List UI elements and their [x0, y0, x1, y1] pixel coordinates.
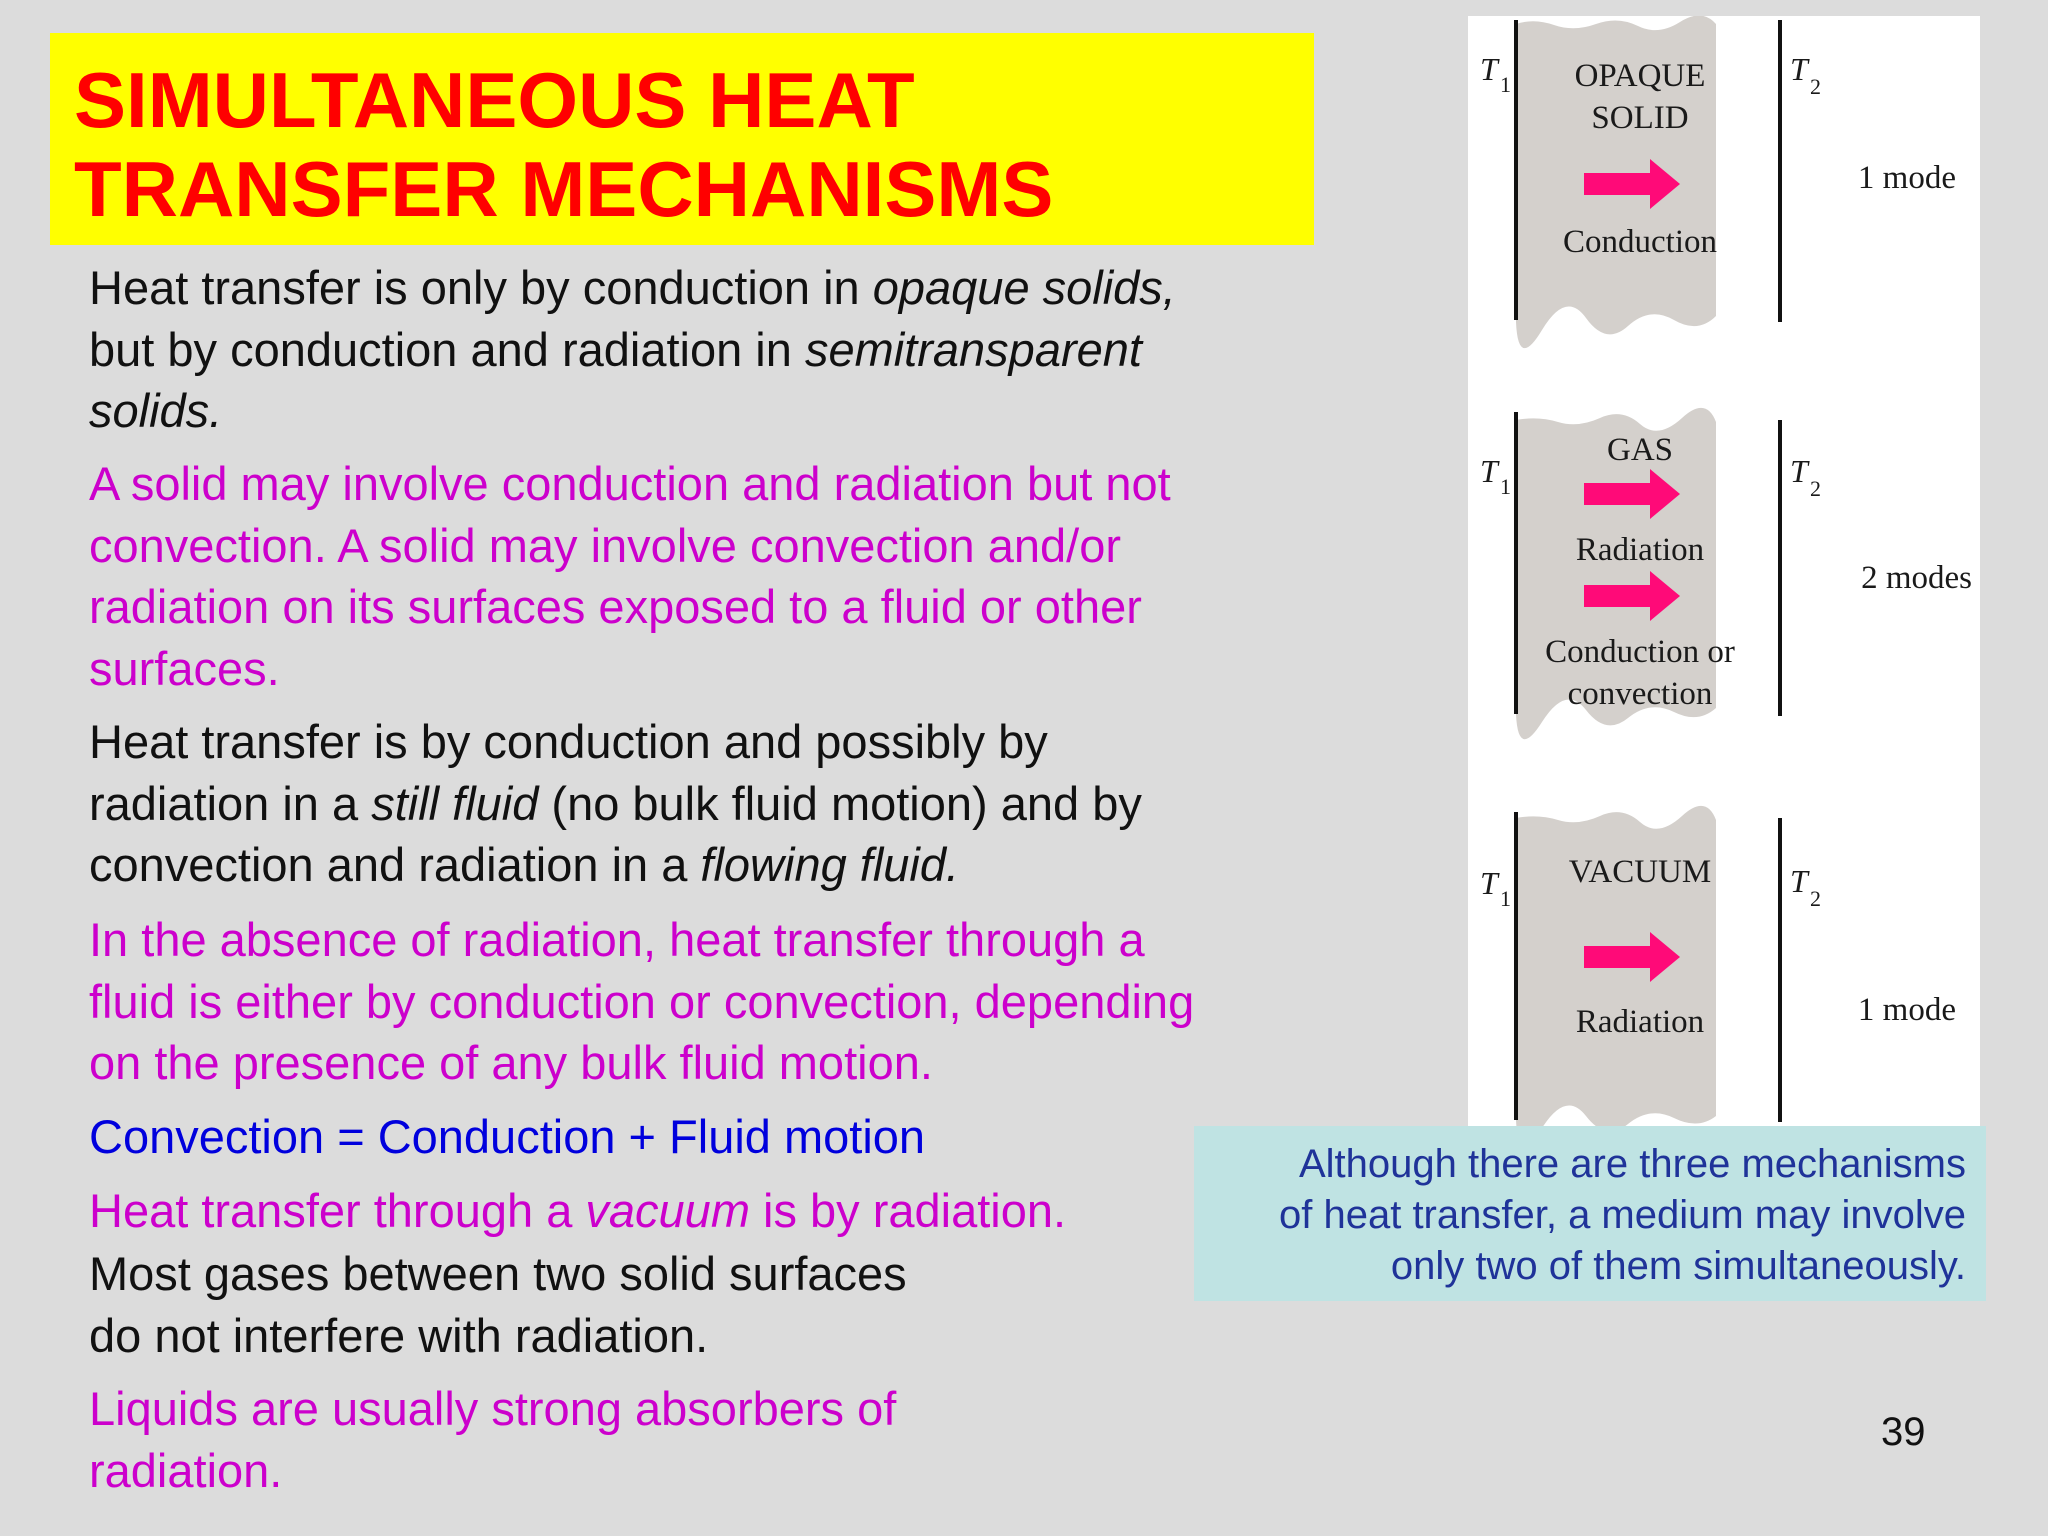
mechanism-label: convection — [1567, 676, 1713, 712]
t1-label: T — [1480, 51, 1498, 87]
t2-subscript: 2 — [1810, 476, 1821, 501]
paragraph-line: Heat transfer is only by conduction in opaque solids, — [89, 261, 1176, 314]
paragraph-line: do not interfere with radiation. — [89, 1308, 709, 1362]
t1-subscript: 1 — [1500, 72, 1511, 97]
t1-subscript: 1 — [1500, 886, 1511, 911]
paragraph-line: radiation on its surfaces exposed to a fluid or other — [89, 580, 1142, 633]
panel-vacuum — [1480, 806, 1956, 1126]
paragraph-line: Heat transfer is by conduction and possibly by — [89, 715, 1048, 768]
modes-count: 1 mode — [1857, 160, 1956, 196]
caption-line: Although there are three mechanisms — [1298, 1142, 1966, 1186]
paragraph-line: In the absence of radiation, heat transfer through a — [89, 913, 1145, 966]
paragraph-line: on the presence of any bulk fluid motion. — [89, 1036, 933, 1089]
paragraph-solid-mechanisms — [89, 453, 1171, 699]
medium-label: GAS — [1606, 432, 1674, 468]
title-line-2: TRANSFER MECHANISMS — [74, 145, 1054, 233]
paragraph-line: Most gases between two solid surfaces — [89, 1247, 907, 1300]
t1-label: T — [1480, 865, 1498, 901]
paragraph-line: Liquids are usually strong absorbers of — [89, 1382, 897, 1435]
medium-label: SOLID — [1591, 100, 1689, 136]
panel-gas — [1480, 408, 1972, 739]
t2-label: T — [1790, 863, 1808, 899]
paragraph-absence-of-radiation — [89, 909, 1194, 1094]
paragraph-line: surfaces. — [89, 641, 280, 695]
title-line-1: SIMULTANEOUS HEAT — [74, 56, 915, 144]
paragraph-line: convection and radiation in a flowing fluid. — [89, 838, 960, 891]
t1-label: T — [1480, 453, 1498, 489]
t2-label: T — [1790, 51, 1808, 87]
mechanism-label: Radiation — [1575, 1004, 1705, 1040]
medium-label: VACUUM — [1568, 854, 1712, 890]
paragraph-line: solids. — [89, 384, 223, 437]
paragraph-line: but by conduction and radiation in semitransparent — [89, 322, 1142, 376]
figure-caption — [1194, 1126, 1986, 1301]
paragraph-line: radiation. — [89, 1443, 283, 1497]
modes-count: 2 modes — [1861, 560, 1972, 596]
t2-subscript: 2 — [1810, 886, 1821, 911]
page-number: 39 — [1881, 1410, 1926, 1454]
paragraph-line: A solid may involve conduction and radiation but not — [89, 457, 1171, 510]
paragraph-opaque-solids — [89, 257, 1176, 442]
t2-label: T — [1790, 453, 1808, 489]
modes-diagram — [1468, 16, 1980, 1126]
paragraph-liquids — [89, 1378, 896, 1501]
paragraph-line: radiation in a still fluid (no bulk fluid motion) and by — [89, 776, 1142, 830]
mechanism-label: Radiation — [1575, 532, 1705, 568]
medium-label: OPAQUE — [1574, 58, 1706, 94]
paragraph-gases — [89, 1243, 907, 1366]
paragraph-line: fluid is either by conduction or convection, depending — [89, 974, 1195, 1028]
paragraph-line: convection. A solid may involve convection and/or — [89, 518, 1121, 572]
mechanism-label: Conduction — [1563, 224, 1717, 260]
paragraph-vacuum: Heat transfer through a vacuum is by radiation. — [89, 1184, 1067, 1237]
paragraph-convection-definition: Convection = Conduction + Fluid motion — [89, 1110, 926, 1163]
title-banner — [50, 33, 1314, 245]
t2-subscript: 2 — [1810, 74, 1821, 99]
caption-line: only two of them simultaneously. — [1390, 1244, 1966, 1288]
panel-opaque-solid — [1480, 16, 1956, 348]
modes-count: 1 mode — [1857, 992, 1956, 1028]
caption-line: of heat transfer, a medium may involve — [1279, 1193, 1966, 1237]
heat-transfer-modes-figure — [1468, 16, 1980, 1126]
t1-subscript: 1 — [1500, 474, 1511, 499]
mechanism-label: Conduction or — [1545, 634, 1735, 670]
paragraph-fluids — [89, 711, 1142, 896]
